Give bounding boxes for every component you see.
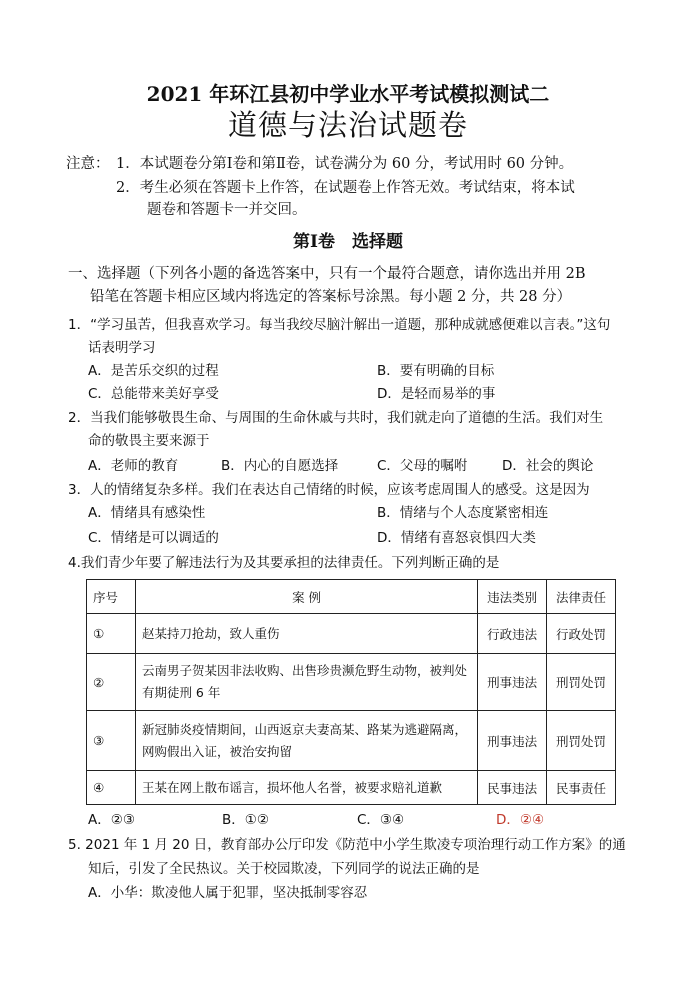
table-row: [87, 654, 616, 711]
q1-stem-line2: 话表明学习: [88, 340, 156, 356]
q1-stem-line1: 1．“学习虽苦，但我喜欢学习。每当我绞尽脑汁解出一道题，那种成就感便难以言表。”这句: [68, 317, 611, 333]
header-number: 序号: [87, 580, 136, 614]
row-violation-type: 民事违法: [478, 771, 547, 805]
q3-option-b: B．情绪与个人态度紧密相连: [377, 505, 549, 521]
row-number: ③: [87, 711, 136, 771]
row-case: 王某在网上散布谣言，损坏他人名誉，被要求赔礼道歉: [135, 771, 477, 805]
q2-stem-line2: 命的敬畏主要来源于: [88, 433, 210, 449]
note-item-1: 1．本试题卷分第Ⅰ卷和第Ⅱ卷，试卷满分为 60 分，考试用时 60 分钟。: [116, 156, 574, 172]
row-legal-responsibility: 刑罚处罚: [547, 711, 616, 771]
row-number: ④: [87, 771, 136, 805]
header-violation-type: 违法类别: [478, 580, 547, 614]
exam-subject-title: 道德与法治试题卷: [227, 108, 468, 142]
table-row: [87, 771, 616, 805]
row-legal-responsibility: 行政处罚: [547, 614, 616, 654]
part-instruction-line1: 一、选择题（下列各小题的备选答案中，只有一个最符合题意，请你选出并用 2B: [68, 266, 586, 282]
q1-option-a: A．是苦乐交织的过程: [88, 363, 219, 379]
row-number: ①: [87, 614, 136, 654]
part-instruction-line2: 铅笔在答题卡相应区域内将选定的答案标号涂黑。每小题 2 分，共 28 分）: [90, 289, 572, 305]
q2-stem-line1: 2．当我们能够敬畏生命、与周围的生命休戚与共时，我们就走向了道德的生活。我们对生: [68, 410, 604, 426]
case-table-header: [87, 580, 616, 614]
row-violation-type: 行政违法: [478, 614, 547, 654]
q2-option-a: A．老师的教育: [88, 458, 179, 474]
q3-option-a: A．情绪具有感染性: [88, 505, 206, 521]
row-case: 赵某持刀抢劫，致人重伤: [135, 614, 477, 654]
header-case: 案 例: [135, 580, 477, 614]
q1-option-c: C．总能带来美好享受: [88, 386, 219, 402]
q1-option-d: D．是轻而易举的事: [377, 386, 496, 402]
q3-option-d: D．情绪有喜怒哀惧四大类: [377, 530, 536, 546]
q4-option-b: B．①②: [222, 812, 269, 828]
q5-stem-line1: 5. 2021 年 1 月 20 日，教育部办公厅印发《防范中小学生欺凌专项治理行动工作方案》的通: [68, 837, 626, 853]
q5-option-a: A．小华：欺凌他人属于犯罪，坚决抵制零容忍: [88, 885, 368, 901]
q3-option-c: C．情绪是可以调适的: [88, 530, 219, 546]
section-title: 第Ⅰ卷 选择题: [293, 232, 403, 252]
q2-option-b: B．内心的自愿选择: [221, 458, 339, 474]
row-case: 云南男子贺某因非法收购、出售珍贵濒危野生动物，被判处有期徒刑 6 年: [135, 654, 477, 711]
case-table: [86, 579, 616, 805]
table-row: [87, 614, 616, 654]
exam-title: 2021 年环江县初中学业水平考试模拟测试二: [146, 82, 550, 106]
row-violation-type: 刑事违法: [478, 711, 547, 771]
q4-option-c: C．③④: [357, 812, 405, 828]
row-violation-type: 刑事违法: [478, 654, 547, 711]
note-item-2-line1: 2．考生必须在答题卡上作答，在试题卷上作答无效。考试结束，将本试: [116, 180, 575, 196]
notes-label: 注意：: [66, 156, 110, 172]
q4-stem: 4.我们青少年要了解违法行为及其要承担的法律责任。下列判断正确的是: [68, 555, 500, 571]
row-legal-responsibility: 民事责任: [547, 771, 616, 805]
row-number: ②: [87, 654, 136, 711]
table-row: [87, 711, 616, 771]
row-legal-responsibility: 刑罚处罚: [547, 654, 616, 711]
q2-option-d: D．社会的舆论: [502, 458, 594, 474]
note-item-2-line2: 题卷和答题卡一并交回。: [147, 202, 307, 218]
q5-stem-line2: 知后，引发了全民热议。关于校园欺凌，下列同学的说法正确的是: [88, 861, 480, 877]
row-case: 新冠肺炎疫情期间，山西返京夫妻高某、路某为逃避隔离，网购假出入证，被治安拘留: [135, 711, 477, 771]
q4-option-a: A．②③: [88, 812, 135, 828]
header-legal-responsibility: 法律责任: [547, 580, 616, 614]
q2-option-c: C．父母的嘱咐: [377, 458, 468, 474]
q1-option-b: B．要有明确的目标: [377, 363, 495, 379]
q3-stem: 3．人的情绪复杂多样。我们在表达自己情绪的时候，应该考虑周围人的感受。这是因为: [68, 482, 590, 498]
q4-option-d: D．②④: [496, 812, 545, 828]
